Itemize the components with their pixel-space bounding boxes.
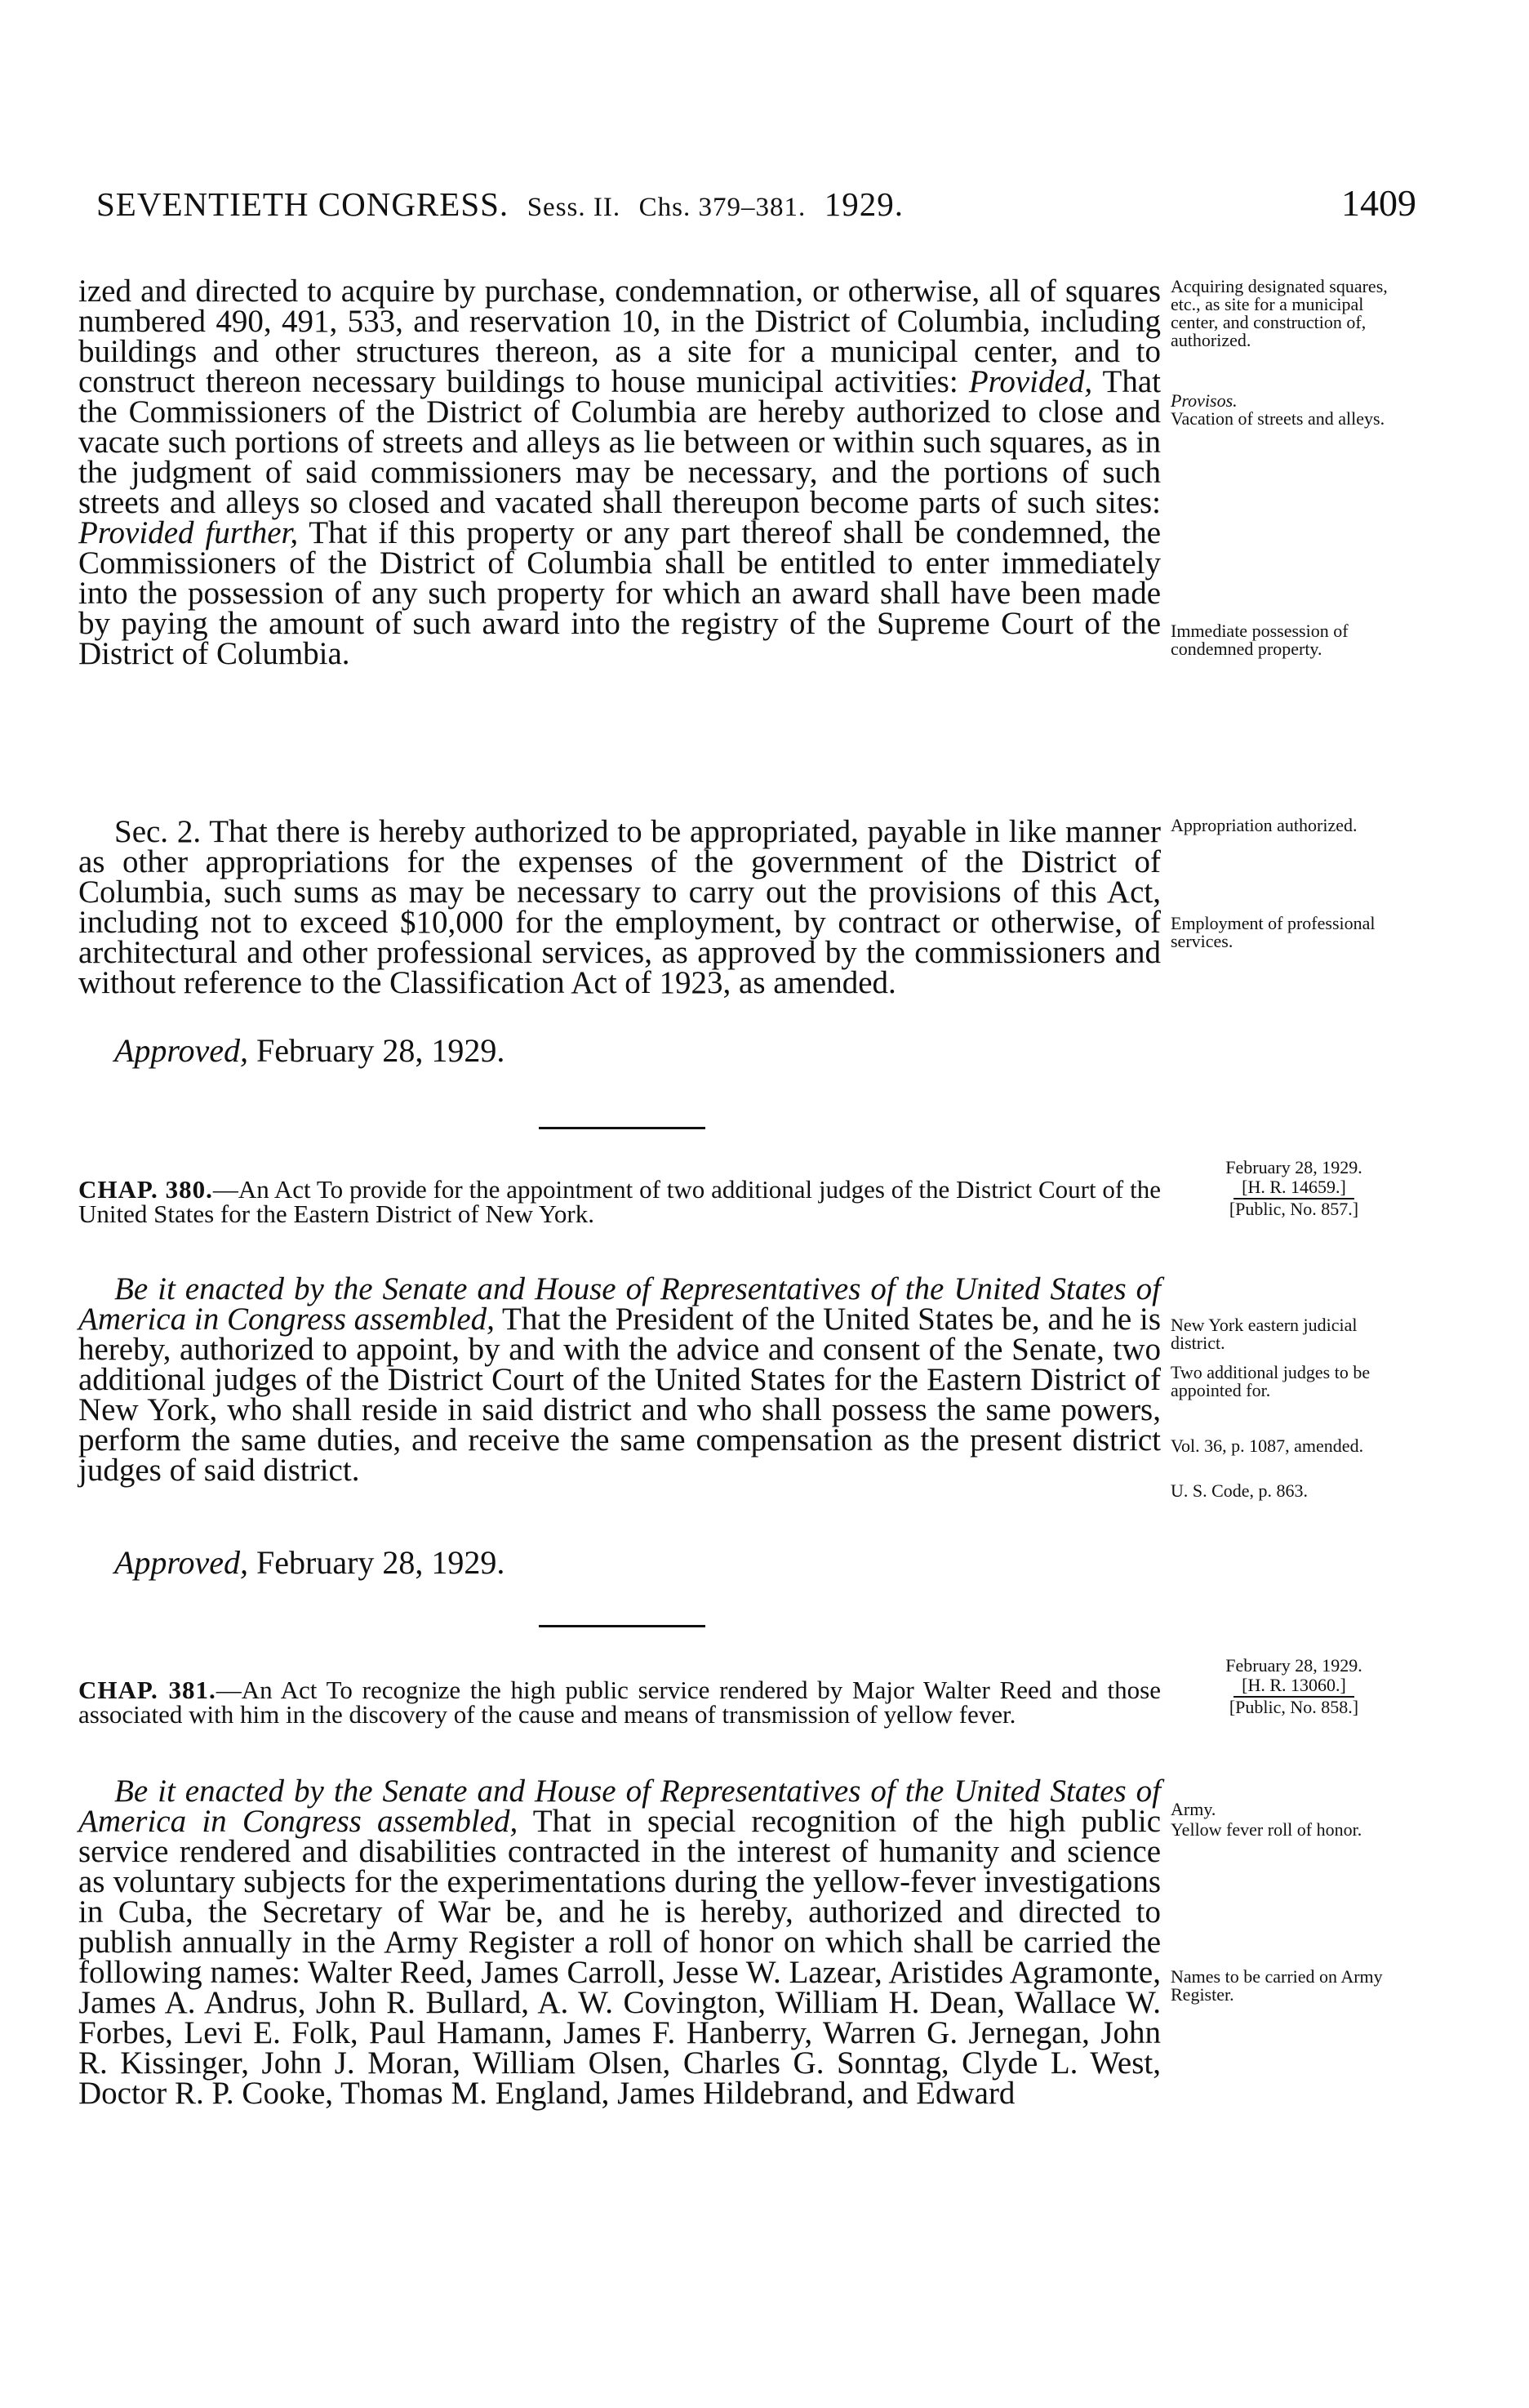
section-divider bbox=[539, 1127, 705, 1129]
sec2-text: That there is hereby authorized to be appropriated, payable in like manner as other appropriations for the expenses of the government of the District of Columbia, such sums as may be necessary to carry out the provisions of this Act, including not to exceed $10,000 for the employment, by contract or otherwise, of architectural and other professional services, as approved by the commissioners and without reference to the Classification Act of 1923, as amended. bbox=[78, 814, 1162, 1000]
chap379-para1b: That the Commissioners of the District of Columbia are hereby authorized to close and vacate such portions of streets and alleys as lie between or within such squares, as in the judgment of said commissioners may be necessary, and the portions of such streets and alleys so closed and vacated shall thereupon become parts of such sites: bbox=[78, 364, 1161, 520]
act-title: —An Act To recognize the high public service rendered by Major Walter Reed and those associated with him in the discovery of the cause and means of transmission of yellow fever. bbox=[78, 1676, 1161, 1729]
enactment-date: February 28, 1929. bbox=[1225, 1157, 1362, 1177]
approved-label: Approved, bbox=[114, 1544, 249, 1581]
section-divider bbox=[539, 1625, 705, 1627]
chap380-approved bbox=[114, 1543, 504, 1582]
margin-note: Two additional judges to be appointed for. bbox=[1171, 1362, 1371, 1400]
act-title: —An Act To provide for the appointment of two additional judges of the District Court of the United States for the Eastern District of New York. bbox=[78, 1175, 1161, 1228]
provisos-label: Provisos. bbox=[1171, 390, 1238, 411]
chap381-body bbox=[78, 1774, 1162, 2111]
margin-note: Immediate possession of condemned property. bbox=[1171, 621, 1349, 659]
margin-note: New York eastern judicial district. bbox=[1171, 1315, 1358, 1353]
chapter-label: CHAP. 380. bbox=[78, 1175, 213, 1204]
year-label: 1929. bbox=[824, 185, 904, 223]
chap379-para1: ized and directed to acquire by purchase, condemnation, or otherwise, all of squares numbered 490, 491, 533, and reservation 10, in the District of Columbia, including buildings and other structures thereon, as a site for a municipal center, and to construct thereon necessary buildings to house municipal activities: bbox=[78, 274, 1161, 399]
public-law-number: [Public, No. 858.] bbox=[1229, 1697, 1359, 1717]
margin-note: Appropriation authorized. bbox=[1171, 815, 1358, 835]
bill-number: [H. R. 13060.] bbox=[1233, 1676, 1354, 1698]
page-number: 1409 bbox=[1341, 182, 1416, 224]
enacting-clause: Be it enacted by the Senate and House of Representatives of the United States of America in Congress assembled, bbox=[78, 1271, 1161, 1337]
approved-date: February 28, 1929. bbox=[256, 1032, 505, 1069]
chap379-section-2 bbox=[78, 814, 1162, 1000]
approved-date: February 28, 1929. bbox=[256, 1544, 505, 1581]
chap381-title bbox=[78, 1678, 1161, 1727]
running-head bbox=[96, 185, 904, 224]
margin-note: Vol. 36, p. 1087, amended. bbox=[1171, 1435, 1364, 1456]
public-law-number: [Public, No. 857.] bbox=[1229, 1199, 1359, 1219]
chap381-approval-box bbox=[1176, 1656, 1412, 1717]
margin-note: Acquiring designated squares, etc., as site for a municipal center, and construction of, authorized. bbox=[1171, 276, 1388, 350]
proviso-label: Provided, bbox=[968, 364, 1093, 399]
chap379-body bbox=[78, 276, 1161, 669]
chap380-approval-box bbox=[1176, 1158, 1412, 1219]
proviso-further-label: Provided further, bbox=[78, 515, 299, 550]
enactment-date: February 28, 1929. bbox=[1225, 1655, 1362, 1676]
chap380-text: That the President of the United States be, and he is hereby, authorized to appoint, by and with the advice and consent of the Senate, two additional judges of the District Court of the United States for the Eastern District of New York, who shall reside in said district and who shall possess the same powers, perform the same duties, and receive the same compensation as the present district judges of said district. bbox=[78, 1302, 1161, 1488]
margin-note-text: Vacation of streets and alleys. bbox=[1171, 408, 1385, 429]
congress-label: SEVENTIETH CONGRESS. bbox=[96, 185, 509, 223]
margin-note: Army. bbox=[1171, 1799, 1216, 1819]
chap380-body bbox=[78, 1271, 1161, 1488]
chap381-text: That in special recognition of the high public service rendered and disabilities contracted in the interest of humanity and science as voluntary subjects for the experimentations during the yellow-fever investigations in Cuba, the Secretary of War be, and he is hereby, authorized and directed to publish annually in the Army Register a roll of honor on which shall be carried the following names: Walter Reed, James Carroll, Jesse W. Lazear, Aristides Agramonte, James A. Andrus, John R. Bullard, A. W. Covington, William H. Dean, Wallace W. Forbes, Levi E. Folk, Paul Hamann, James F. Hanberry, Warren G. Jernegan, John R. Kissinger, John J. Moran, William Olsen, Charles G. Sonntag, Clyde L. West, Doctor R. P. Cooke, Thomas M. England, James Hildebrand, and Edward bbox=[78, 1804, 1162, 2111]
approved-label: Approved, bbox=[114, 1032, 249, 1069]
margin-note: Employment of professional services. bbox=[1171, 913, 1376, 951]
session-label: Sess. II. bbox=[527, 193, 621, 222]
chap379-para1c: That if this property or any part thereof shall be condemned, the Commissioners of the District of Columbia shall be entitled to enter immediately into the possession of any such property for which an award shall have been made by paying the amount of such award into the registry of the Supreme Court of the District of Columbia. bbox=[78, 515, 1161, 671]
sec2-label: Sec. 2. bbox=[114, 814, 202, 849]
chapter-label: CHAP. 381. bbox=[78, 1676, 216, 1704]
margin-note bbox=[1171, 392, 1416, 428]
enacting-clause: Be it enacted by the Senate and House of Representatives of the United States of America in Congress assembled, bbox=[78, 1774, 1161, 1839]
chap379-approved bbox=[114, 1031, 504, 1070]
chap380-title bbox=[78, 1177, 1161, 1226]
chapters-label: Chs. 379–381. bbox=[638, 193, 807, 222]
bill-number: [H. R. 14659.] bbox=[1233, 1177, 1354, 1200]
margin-note: Names to be carried on Army Register. bbox=[1171, 1966, 1383, 2005]
margin-note: U. S. Code, p. 863. bbox=[1171, 1480, 1309, 1501]
margin-note: Yellow fever roll of honor. bbox=[1171, 1819, 1362, 1840]
